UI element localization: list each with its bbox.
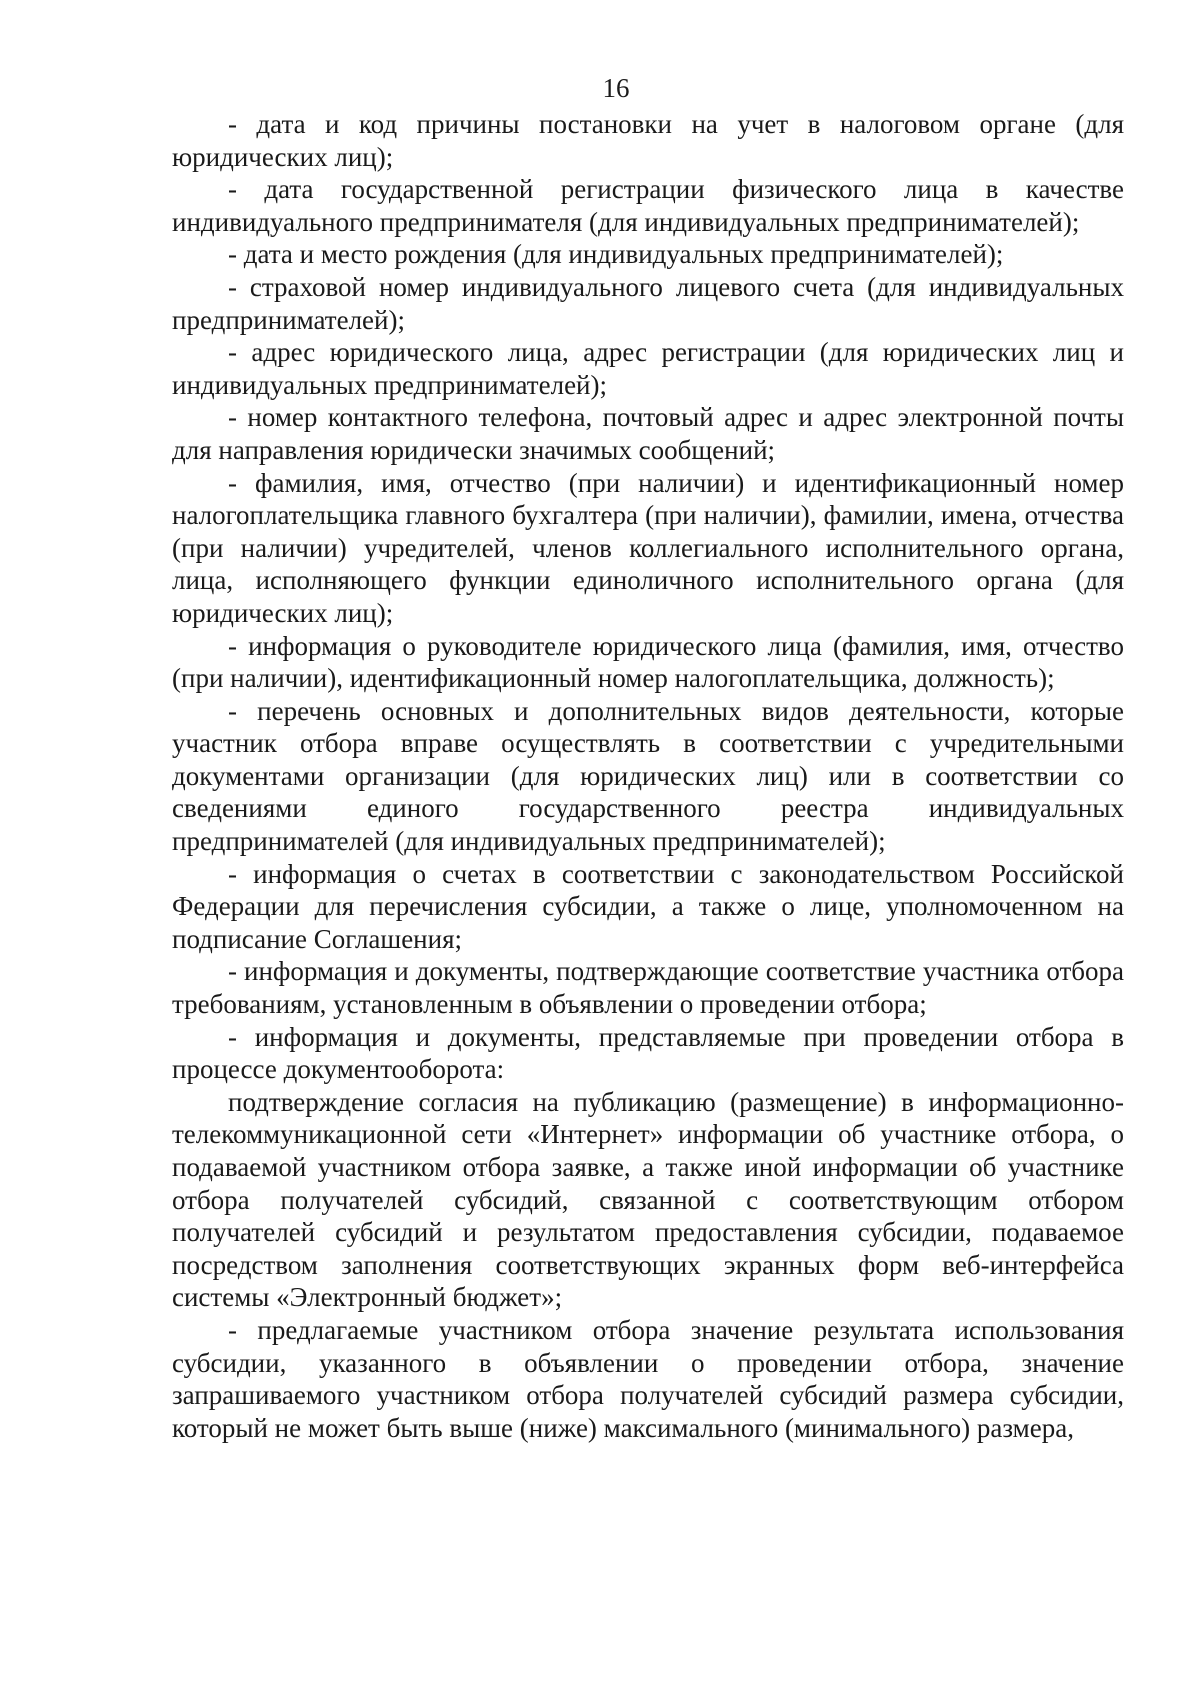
paragraph-compliance-documents: - информация и документы, подтверждающие соответствие участника отбора требованиям, установленным в объявлении о проведении отбора; [172, 956, 1124, 1020]
paragraph-chief-accountant-founders: - фамилия, имя, отчество (при наличии) и идентификационный номер налогоплательщика главного бухгалтера (при наличии), фамилии, имена, отчества (при наличии) учредителей, членов коллегиального исполнительного органа, лица, исполняющего функции единоличного исполнительного органа (для юридических лиц); [172, 467, 1124, 628]
document-body [172, 108, 1124, 1444]
paragraph-birth-date-place: - дата и место рождения (для индивидуальных предпринимателей); [228, 239, 1004, 270]
paragraph-insurance-number: - страховой номер индивидуального лицевого счета (для индивидуальных предпринимателей); [172, 271, 1124, 335]
paragraph-ip-registration-date: - дата государственной регистрации физического лица в качестве индивидуального предпринимателя (для индивидуальных предпринимателей); [172, 174, 1124, 237]
paragraph-legal-address: - адрес юридического лица, адрес регистрации (для юридических лиц и индивидуальных предпринимателей); [172, 337, 1124, 400]
paragraph-document-flow: - информация и документы, представляемые при проведении отбора в процессе документооборота: [172, 1021, 1124, 1085]
paragraph-proposed-result: - предлагаемые участником отбора значение результата использования субсидии, указанного в объявлении о проведении отбора, значение запрашиваемого участником отбора получателей субсидий размера субсидии, который не может быть выше (ниже) максимального (минимального) размера, [172, 1314, 1124, 1443]
paragraph-contact-info: - номер контактного телефона, почтовый адрес и адрес электронной почты для направления юридически значимых сообщений; [172, 402, 1124, 465]
paragraph-publication-consent: подтверждение согласия на публикацию (размещение) в информационно-телекоммуникационной сети «Интернет» информации об участнике отбора, о подаваемой участником отбора заявке, а также иной информации об участнике отбора получателей субсидий, связанной с соответствующим отбором получателей субсидий и результатом предоставления субсидии, подаваемое посредством заполнения соответствующих экранных форм веб-интерфейса системы «Электронный бюджет»; [172, 1086, 1124, 1313]
paragraph-tax-registration-date: - дата и код причины постановки на учет в налоговом органе (для юридических лиц); [172, 109, 1124, 172]
paragraph-head-info: - информация о руководителе юридического лица (фамилия, имя, отчество (при наличии), идентификационный номер налогоплательщика, должность); [172, 630, 1124, 694]
page-number: 16 [602, 73, 630, 103]
paragraph-accounts-info: - информация о счетах в соответствии с законодательством Российской Федерации для перечисления субсидии, а также о лице, уполномоченном на подписание Соглашения; [172, 858, 1124, 954]
paragraph-activities-list: - перечень основных и дополнительных видов деятельности, которые участник отбора вправе осуществлять в соответствии с учредительными документами организации (для юридических лиц) или в соответствии со сведениями единого государственного реестра индивидуальных предпринимателей (для индивидуальных предпринимателей); [172, 695, 1124, 857]
